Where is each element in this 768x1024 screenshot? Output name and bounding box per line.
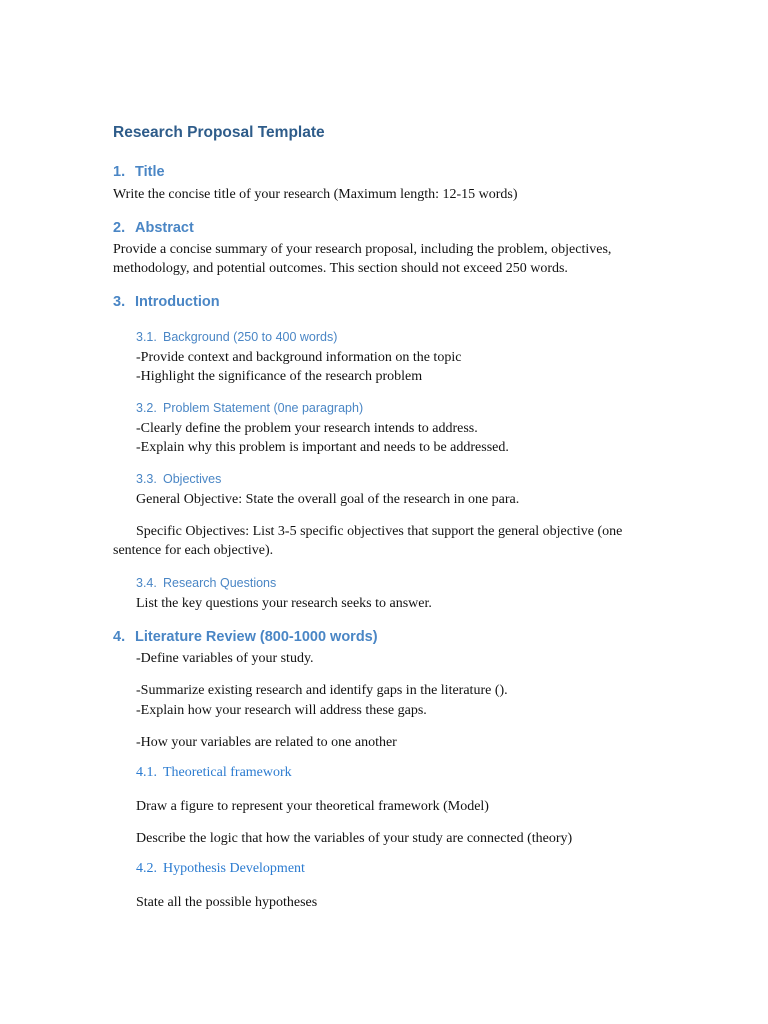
hypothesis-development-line: State all the possible hypotheses [136,895,318,910]
subsection-number: 3.1. [136,330,157,344]
section-number: 1. [113,164,126,180]
section-number: 2. [113,220,126,236]
section-heading-introduction [113,294,220,310]
research-questions-line: List the key questions your research seeks to answer. [136,596,432,611]
problem-statement-line: -Clearly define the problem your research intends to address. [136,421,478,436]
subsection-heading-text: Objectives [163,472,222,486]
theoretical-framework-line: Draw a figure to represent your theoretical framework (Model) [136,799,489,814]
section-heading-literature-review [113,629,378,645]
literature-review-line: -Summarize existing research and identify gaps in the literature (). [136,683,508,698]
abstract-body-line: methodology, and potential outcomes. This section should not exceed 250 words. [113,261,568,276]
section-heading-text: Abstract [135,220,194,236]
subsection-heading-hypothesis-development [136,861,305,877]
section-heading-text: Title [135,164,165,180]
subsection-heading-text: Hypothesis Development [163,861,305,876]
literature-review-line: -Define variables of your study. [136,651,314,666]
subsection-number: 3.3. [136,472,157,486]
literature-review-line: -How your variables are related to one another [136,735,397,750]
subsection-heading-theoretical-framework [136,765,292,781]
subsection-number: 4.2. [136,861,157,876]
subsection-heading-text: Background (250 to 400 words) [163,330,338,344]
subsection-number: 3.2. [136,401,157,415]
general-objective-line: General Objective: State the overall goal of the research in one para. [136,492,520,507]
subsection-heading-objectives [136,472,221,486]
section-number: 3. [113,294,126,310]
background-line: -Provide context and background information on the topic [136,350,462,365]
section-heading-text: Introduction [135,294,220,310]
section-heading-abstract [113,220,194,236]
subsection-heading-research-questions [136,576,276,590]
subsection-heading-text: Problem Statement (0ne paragraph) [163,401,364,415]
specific-objectives-line: sentence for each objective). [113,543,274,558]
subsection-number: 3.4. [136,576,157,590]
section-title-body: Write the concise title of your research (Maximum length: 12-15 words) [113,187,518,202]
subsection-heading-text: Research Questions [163,576,277,590]
subsection-heading-problem-statement [136,401,363,415]
literature-review-line: -Explain how your research will address these gaps. [136,703,427,718]
background-line: -Highlight the significance of the research problem [136,369,423,384]
section-number: 4. [113,629,126,645]
section-heading-text: Literature Review (800-1000 words) [135,629,378,645]
subsection-number: 4.1. [136,765,157,780]
section-heading-title [113,164,165,180]
problem-statement-line: -Explain why this problem is important and needs to be addressed. [136,440,509,455]
subsection-heading-text: Theoretical framework [163,765,292,780]
theoretical-framework-line: Describe the logic that how the variables of your study are connected (theory) [136,831,573,846]
document-title: Research Proposal Template [113,124,325,141]
abstract-body-line: Provide a concise summary of your research proposal, including the problem, objectives, [113,242,612,257]
subsection-heading-background [136,330,337,344]
specific-objectives-line: Specific Objectives: List 3-5 specific objectives that support the general objective (one [136,524,623,539]
